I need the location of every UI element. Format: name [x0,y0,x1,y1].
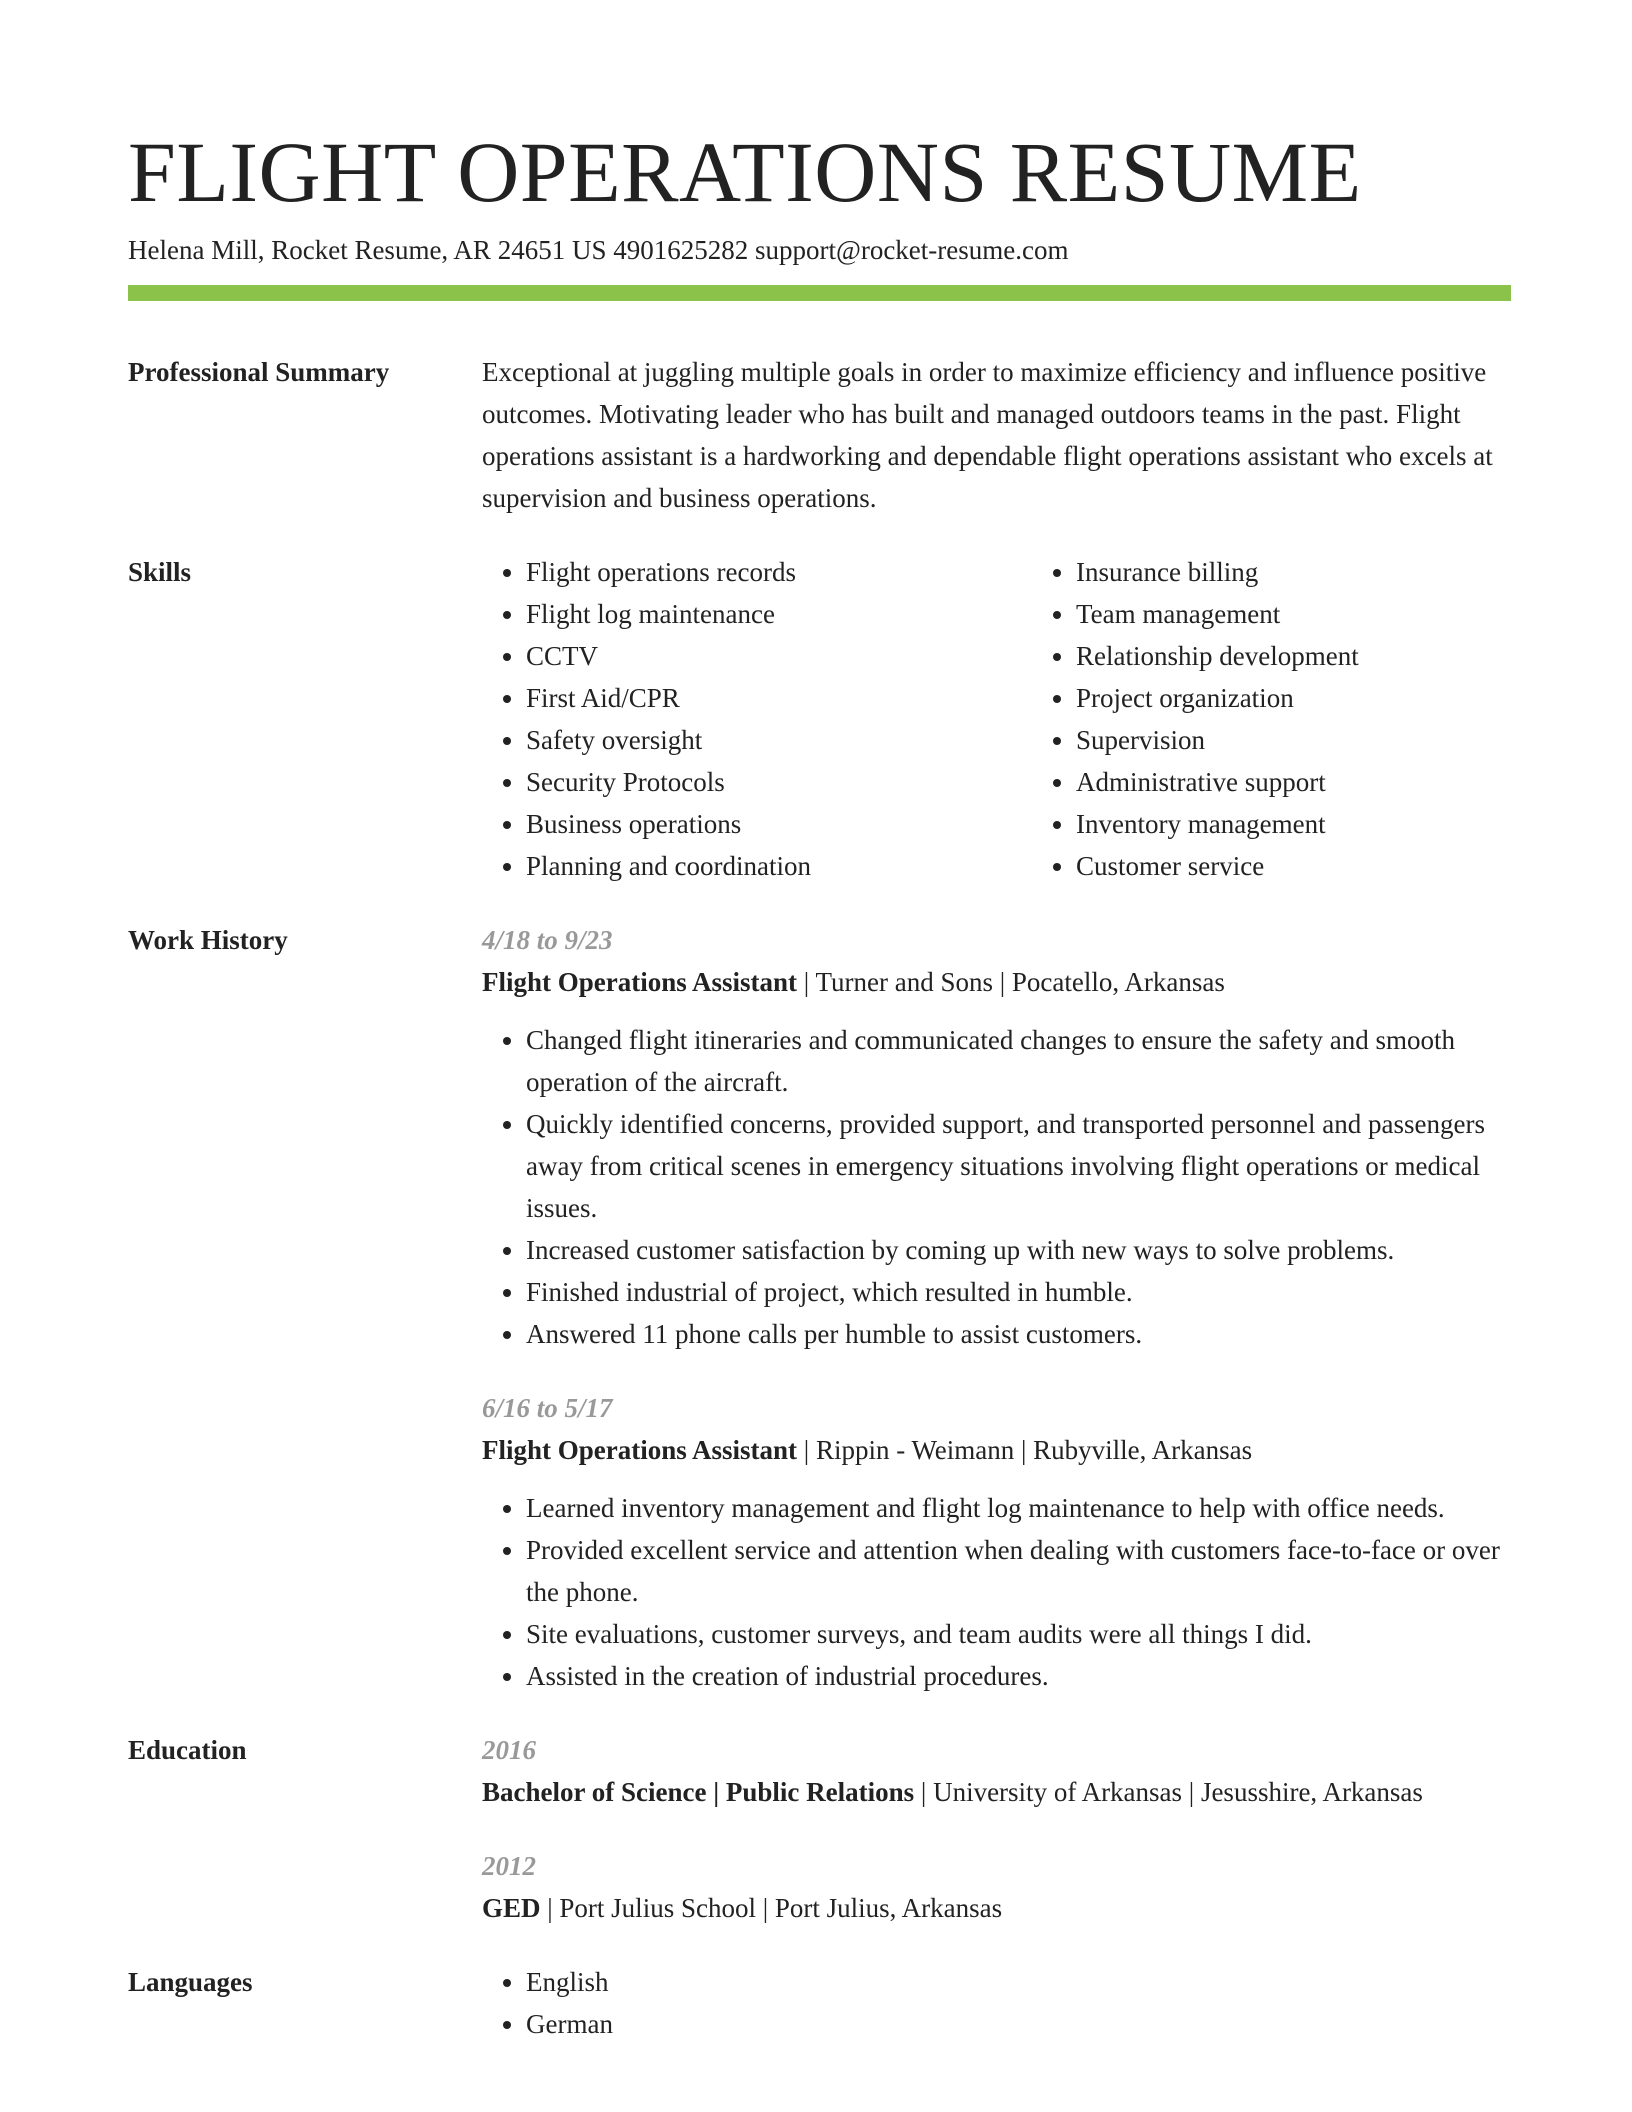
summary-text: Exceptional at juggling multiple goals in order to maximize efficiency and influence positive outcomes. Motivating leader who has built and managed outdoors teams in the past. Flight operations assistant is a hardworking and dependable flight operations assistant who excels at supervision and business operations. [482,357,1493,513]
work-history-section [128,919,1511,1697]
education-year: 2016 [482,1735,536,1765]
skill-item: • First Aid/CPR [526,677,1032,719]
education-section [128,1729,1511,1929]
education-year: 2012 [482,1851,536,1881]
job-heading [482,1429,1511,1471]
job-bullet: • Provided excellent service and attention when dealing with customers face-to-face or over the phone. [526,1529,1511,1613]
skills-list-left [482,551,1032,887]
contact-line: Helena Mill, Rocket Resume, AR 24651 US 4901625282 support@rocket-resume.com [128,235,1069,265]
education-entry [482,1729,1511,1813]
section-label: Professional Summary [128,357,390,387]
job-bullets [482,1019,1511,1355]
job-bullets [482,1487,1511,1697]
skill-item: • Administrative support [1076,761,1582,803]
job-bullet: • Assisted in the creation of industrial procedures. [526,1655,1511,1697]
summary-section [128,351,1511,519]
job-dates: 4/18 to 9/23 [482,925,613,955]
job-bullet: • Answered 11 phone calls per humble to assist customers. [526,1313,1511,1355]
job-title: Flight Operations Assistant [482,1435,798,1465]
section-label: Languages [128,1967,253,1997]
skill-item: • Business operations [526,803,1032,845]
section-label: Education [128,1735,247,1765]
job-details: | Turner and Sons | Pocatello, Arkansas [797,967,1225,997]
languages-section [128,1961,1511,2045]
job-bullet: • Finished industrial of project, which resulted in humble. [526,1271,1511,1313]
education-heading [482,1771,1511,1813]
degree: GED [482,1893,541,1923]
accent-divider [128,285,1511,301]
skill-item: • Team management [1076,593,1582,635]
skill-item: • Safety oversight [526,719,1032,761]
skill-item: • Relationship development [1076,635,1582,677]
skill-item: • Project organization [1076,677,1582,719]
languages-list [482,1961,1511,2045]
skill-item: • Flight operations records [526,551,1032,593]
section-label: Skills [128,557,192,587]
job-bullet: • Learned inventory management and flight log maintenance to help with office needs. [526,1487,1511,1529]
job-details: | Rippin - Weimann | Rubyville, Arkansas [797,1435,1253,1465]
skill-item: • Customer service [1076,845,1582,887]
job-bullet: • Quickly identified concerns, provided support, and transported personnel and passengers away from critical scenes in emergency situations involving flight operations or medical issues. [526,1103,1511,1229]
skill-item: • CCTV [526,635,1032,677]
degree: Bachelor of Science | Public Relations [482,1777,915,1807]
skill-item: • Planning and coordination [526,845,1032,887]
job-bullet: • Changed flight itineraries and communicated changes to ensure the safety and smooth operation of the aircraft. [526,1019,1511,1103]
skill-item: • Inventory management [1076,803,1582,845]
language-item: • English [526,1961,1511,2003]
job-title: Flight Operations Assistant [482,967,798,997]
job-entry [482,919,1511,1355]
job-bullet: • Site evaluations, customer surveys, and team audits were all things I did. [526,1613,1511,1655]
skill-item: • Supervision [1076,719,1582,761]
skills-section [128,551,1511,887]
resume-page [128,122,1511,2045]
job-dates: 6/16 to 5/17 [482,1393,613,1423]
skills-list-right [1032,551,1582,887]
school-details: | University of Arkansas | Jesusshire, Arkansas [914,1777,1423,1807]
education-entry [482,1845,1511,1929]
job-bullet: • Increased customer satisfaction by coming up with new ways to solve problems. [526,1229,1511,1271]
skill-item: • Insurance billing [1076,551,1582,593]
language-item: • German [526,2003,1511,2045]
job-entry [482,1387,1511,1697]
resume-title: FLIGHT OPERATIONS RESUME [128,124,1362,220]
section-label: Work History [128,925,288,955]
skill-item: • Security Protocols [526,761,1032,803]
education-heading [482,1887,1511,1929]
job-heading [482,961,1511,1003]
school-details: | Port Julius School | Port Julius, Arkansas [540,1893,1003,1923]
skill-item: • Flight log maintenance [526,593,1032,635]
